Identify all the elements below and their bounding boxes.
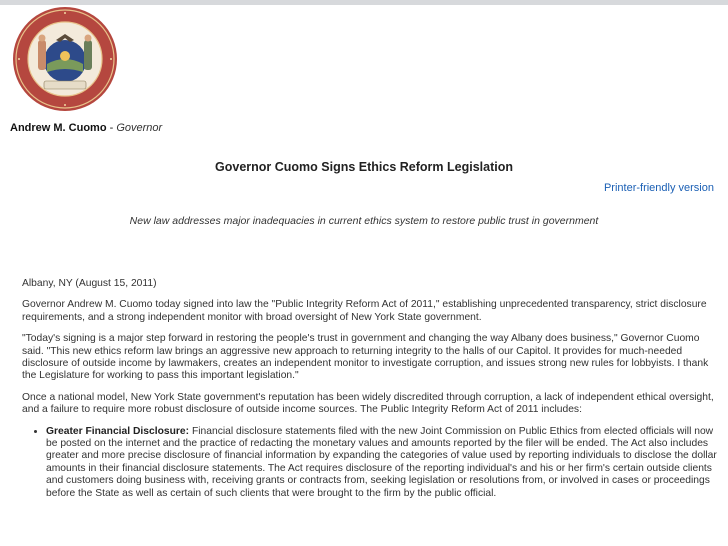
bullet-heading: Greater Financial Disclosure: — [46, 425, 190, 437]
governor-title: Governor — [116, 122, 163, 134]
signature-separator: - — [106, 122, 117, 134]
provisions-list — [22, 426, 718, 500]
paragraph: Once a national model, New York State government's reputation has been widely discredited through corruption, a lack of independent ethical oversight, and a failure to require more robust disclosure of outside income sources. The Public Integrity Reform Act of 2011 includes: — [22, 391, 714, 416]
dateline: Albany, NY (August 15, 2011) — [22, 278, 157, 289]
governor-name: Andrew M. Cuomo — [10, 122, 107, 134]
new-york-state-seal-icon — [12, 6, 118, 112]
article-body — [22, 278, 718, 500]
printer-friendly-link[interactable]: Printer-friendly version — [603, 182, 714, 194]
paragraph: "Today's signing is a major step forward in restoring the people's trust in government and changing the way Albany does business," Governor Cuomo said. "This new ethics reform law brings an aggressive new approach to returning integrity to the halls of our Capitol. It provides for much-needed disclosure of outside income by lawmakers, creates an independent monitor to investigate corruption, and issues strong new rules for lobbyists. I thank the Legislature for working to pass this important legislation." — [22, 333, 709, 382]
page-title: Governor Cuomo Signs Ethics Reform Legislation — [215, 160, 513, 174]
governor-signature — [10, 122, 162, 134]
article-subtitle: New law addresses major inadequacies in current ethics system to restore public trust in government — [129, 215, 599, 227]
list-item — [46, 426, 718, 500]
paragraph: Governor Andrew M. Cuomo today signed into law the "Public Integrity Reform Act of 2011," establishing unprecedented transparency, strict disclosure requirements, and a strong independent monitor with broad oversight of New York State government. — [22, 299, 707, 323]
top-bar — [0, 0, 728, 5]
bullet-text: Financial disclosure statements filed with the new Joint Commission on Public Ethics from elected officials will now be posted on the internet and the practice of redacting the monetary values and amounts reported by the filer will be ended. The Act also includes greater and more precise disclosure of financial information by expanding the categories of value used by reporting individuals to disclose the dollar amounts in their financial disclosure statements. The Act requires disclosure of the reporting individual's and his or her firm's certain outside clients and customers doing business with, receiving grants or contracts from, seeking legislation or resolutions from, or involved in cases or proceedings before the State as well as certain of such clients that were brought to the firm by the public official. — [46, 425, 717, 499]
